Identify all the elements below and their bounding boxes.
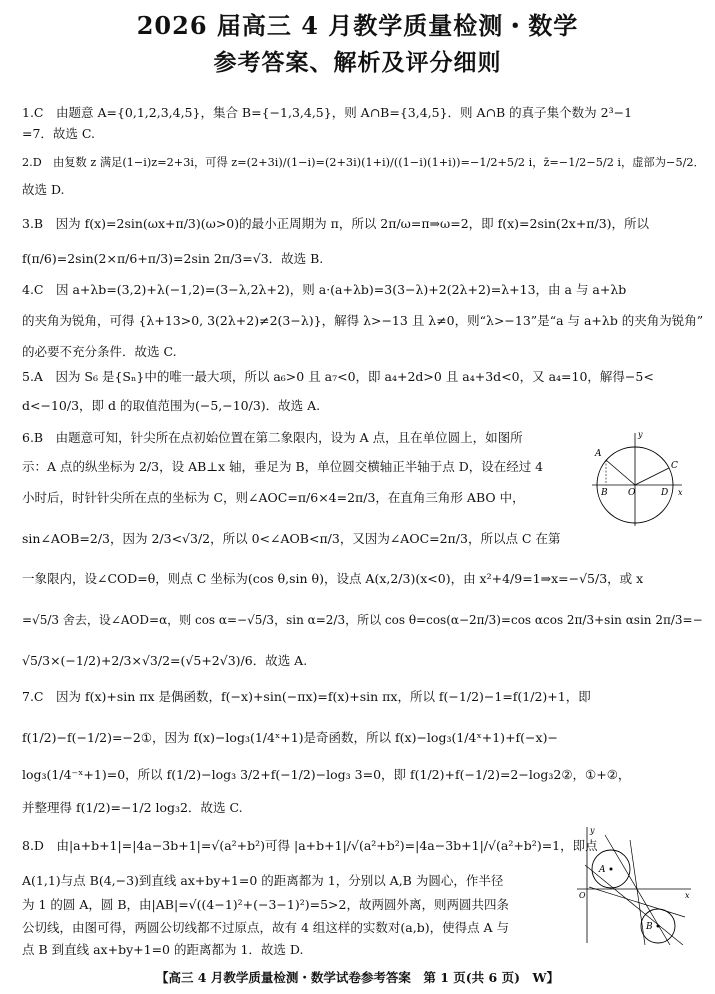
answer-8-line-2: A(1,1)与点 B(4,−3)到直线 ax+by+1=0 的距离都为 1，分别以 A,B 为圆心，作半径 — [22, 873, 504, 888]
answer-6-line-1: 6.B 由题意可知，针尖所在点初始位置在第二象限内，设为 A 点，且在单位圆上，如图所 — [22, 430, 523, 445]
answer-7-line-2: f(1/2)−f(−1/2)=−2①，因为 f(x)−log₃(1/4ˣ+1)是奇函数，所以 f(x)−log₃(1/4ˣ+1)+f(−x)− — [22, 730, 558, 745]
tangent-line-2 — [605, 835, 670, 945]
page-footer: 【高三 4 月教学质量检测・数学试卷参考答案 第 1 页(共 6 页) W】 — [155, 970, 560, 985]
answer-6-line-2: 示：A 点的纵坐标为 2/3，设 AB⊥x 轴，垂足为 B，单位圆交横轴正半轴于点 D，设在经过 4 — [22, 459, 544, 474]
label-y: y — [590, 826, 595, 835]
answer-4-line-3: 的必要不充分条件．故选 C. — [22, 344, 177, 359]
answer-2-line-1: 2.D 由复数 z 满足(1−i)z=2+3i，可得 z=(2+3i)/(1−i)=(2+3i)(1+i)/((1−i)(1+i))=−1/2+5/2 i，z̄=−1/2−5/2 i，虚部为−5/2． — [22, 156, 705, 169]
segment-oa — [606, 460, 635, 485]
label-o: O — [579, 891, 586, 900]
label-x: x — [678, 488, 683, 497]
answer-7-line-3: log₃(1/4⁻ˣ+1)=0，所以 f(1/2)−log₃ 3/2+f(−1/2)−log₃ 3=0，即 f(1/2)+f(−1/2)=2−log₃2②，①+②， — [22, 767, 631, 782]
answer-8-line-3: 为 1 的圆 A，圆 B，由|AB|=√((4−1)²+(−3−1)²)=5>2，故两圆外离，则两圆共四条 — [22, 897, 509, 912]
page-subtitle: 参考答案、解析及评分细则 — [213, 49, 502, 76]
page-title: 2026 届高三 4 月教学质量检测・数学 — [136, 11, 579, 40]
answer-4-line-1: 4.C 因 a+λb=(3,2)+λ(−1,2)=(3−λ,2λ+2)，则 a·(a+λb)=3(3−λ)+2(2λ+2)=λ+13，由 a 与 a+λb — [22, 282, 627, 297]
answer-8-line-4: 公切线，由图可得，两圆公切线都不过原点，故有 4 组这样的实数对(a,b)，使得点 A 与 — [22, 920, 510, 935]
answer-6-line-6: =√5/3 舍去，设∠AOD=α，则 cos α=−√5/3，sin α=2/3，所以 cos θ=cos(α−2π/3)=cos αcos 2π/3+sin αsin 2π/3=− — [22, 613, 703, 627]
answer-8-line-5: 点 B 到直线 ax+by+1=0 的距离都为 1．故选 D. — [22, 942, 304, 957]
answer-5-line-2: d<−10/3，即 d 的取值范围为(−5,−10/3)．故选 A. — [22, 398, 321, 413]
answer-2-line-2: 故选 D. — [22, 182, 65, 197]
label-c: C — [671, 461, 678, 471]
answer-1-line-2: =7．故选 C. — [22, 126, 95, 141]
label-y: y — [638, 430, 643, 439]
answer-6-line-5: 一象限内，设∠COD=θ，则点 C 坐标为(cos θ,sin θ)，设点 A(x,2/3)(x<0)，由 x²+4/9=1⇒x=−√5/3，或 x — [22, 571, 644, 586]
answer-3-line-2: f(π/6)=2sin(2×π/6+π/3)=2sin 2π/3=√3．故选 B. — [22, 251, 324, 266]
answer-6-line-4: sin∠AOB=2/3，因为 2/3<√3/2，所以 0<∠AOB<π/3，又因为∠AOC=2π/3，所以点 C 在第 — [22, 531, 561, 546]
point-a — [610, 868, 613, 871]
tangent-lines-figure — [575, 825, 695, 945]
answer-6-line-7: √5/3×(−1/2)+2/3×√3/2=(√5+2√3)/6．故选 A. — [22, 653, 308, 668]
label-d: D — [661, 488, 669, 498]
answer-3-line-1: 3.B 因为 f(x)=2sin(ωx+π/3)(ω>0)的最小正周期为 π，所以 2π/ω=π⇒ω=2，即 f(x)=2sin(2x+π/3)，所以 — [22, 216, 650, 231]
answer-4-line-2: 的夹角为锐角，可得 {λ+13>0, 3(2λ+2)≠2(3−λ)}，解得 λ>−13 且 λ≠0，则“λ>−13”是“a 与 a+λb 的夹角为锐角” — [22, 313, 704, 328]
label-x: x — [685, 891, 690, 900]
label-a: A — [595, 449, 602, 459]
label-b: B — [601, 488, 608, 498]
label-o: O — [628, 488, 636, 498]
unit-circle-figure — [590, 428, 685, 528]
answer-6-line-3: 小时后，时针针尖所在点的坐标为 C，则∠AOC=π/6×4=2π/3，在直角三角形 ABO 中， — [22, 490, 525, 505]
tangent-line-4 — [589, 887, 685, 917]
answer-7-line-1: 7.C 因为 f(x)+sin πx 是偶函数，f(−x)+sin(−πx)=f(x)+sin πx，所以 f(−1/2)−1=f(1/2)+1，即 — [22, 689, 591, 704]
answer-8-line-1: 8.D 由|a+b+1|=|4a−3b+1|=√(a²+b²)可得 |a+b+1|/√(a²+b²)=|4a−3b+1|/√(a²+b²)=1，即点 — [22, 838, 598, 853]
segment-oc — [635, 468, 669, 485]
label-b: B — [646, 922, 653, 932]
tangent-line-1 — [585, 865, 683, 945]
tangent-line-3 — [630, 840, 645, 945]
answer-5-line-1: 5.A 因为 S₆ 是{Sₙ}中的唯一最大项，所以 a₆>0 且 a₇<0，即 a₄+2d>0 且 a₄+3d<0，又 a₄=10，解得−5< — [22, 369, 654, 384]
point-b — [657, 925, 660, 928]
answer-1-line-1: 1.C 由题意 A={0,1,2,3,4,5}，集合 B={−1,3,4,5}，则 A∩B={3,4,5}．则 A∩B 的真子集个数为 2³−1 — [22, 105, 633, 120]
answer-7-line-4: 并整理得 f(1/2)=−1/2 log₃2．故选 C. — [22, 800, 243, 815]
label-a: A — [599, 865, 606, 875]
